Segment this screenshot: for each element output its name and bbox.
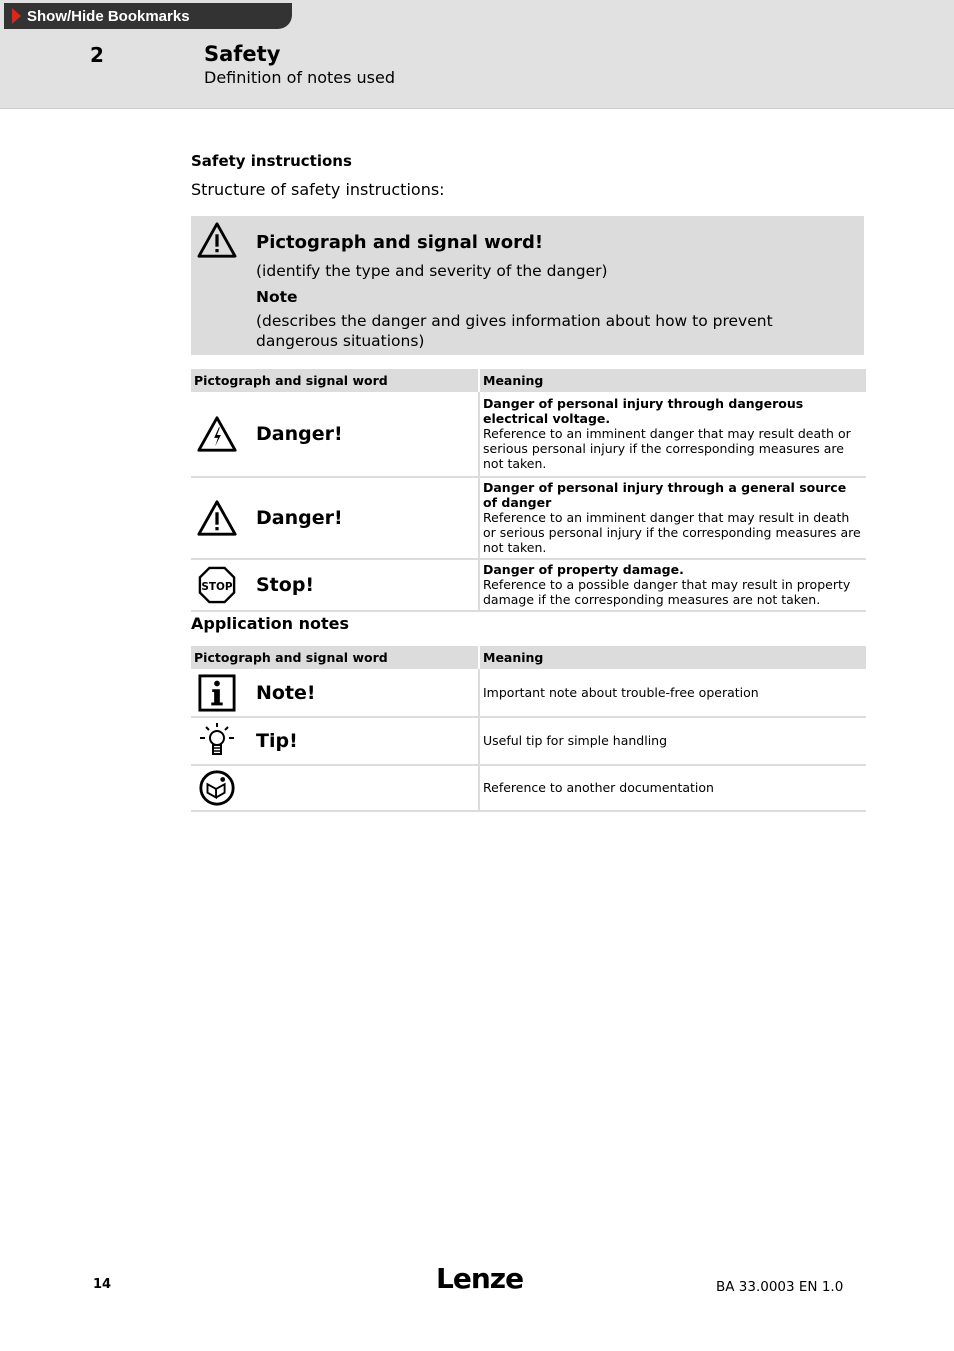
- meaning-text: Reference to an imminent danger that may result death or serious personal injury if the corresponding measures are not taken.: [483, 426, 851, 471]
- table-row: [191, 477, 866, 559]
- meaning-text: Useful tip for simple handling: [483, 733, 668, 748]
- table-row: [191, 559, 866, 611]
- notebox-note-label: Note: [256, 288, 298, 306]
- notebox-note-text: (describes the danger and gives information about how to prevent dangerous situations): [256, 312, 773, 350]
- signal-word: Note!: [256, 681, 316, 704]
- meaning-title: Danger of personal injury through dangerous electrical voltage.: [483, 396, 804, 426]
- column-header: Pictograph and signal word: [191, 646, 479, 669]
- meaning-title: Danger of personal injury through a general source of danger: [483, 480, 847, 510]
- chapter-number: 2: [90, 43, 104, 67]
- notebox-title: Pictograph and signal word!: [256, 232, 544, 253]
- show-hide-bookmarks-button[interactable]: [4, 3, 292, 29]
- section-title: Definition of notes used: [204, 68, 396, 87]
- application-notes-heading: Application notes: [191, 614, 350, 633]
- application-notes-table: [191, 646, 866, 812]
- table-header-row: [191, 369, 866, 392]
- structure-intro: Structure of safety instructions:: [191, 180, 445, 199]
- signal-word: Danger!: [256, 423, 343, 445]
- triangle-right-icon: [12, 8, 21, 24]
- lenze-logo: Lenze: [436, 1262, 524, 1295]
- signal-word: Stop!: [256, 574, 315, 596]
- electrical-danger-icon: [196, 414, 238, 454]
- meaning-text: Important note about trouble-free operation: [483, 684, 759, 700]
- meaning-text: Reference to an imminent danger that may result in death or serious personal injury if the corresponding measures are not taken.: [483, 510, 861, 555]
- signal-word: Tip!: [256, 730, 298, 752]
- column-header: Pictograph and signal word: [191, 369, 479, 392]
- svg-text:STOP: STOP: [201, 580, 233, 593]
- column-header: Meaning: [479, 646, 866, 669]
- column-header: Meaning: [479, 369, 866, 392]
- signal-word: Danger!: [256, 507, 343, 529]
- meaning-text: Reference to another documentation: [483, 780, 714, 795]
- warning-triangle-icon: [196, 221, 238, 259]
- meaning-text: Reference to a possible danger that may result in property damage if the corresponding measures are not taken.: [483, 577, 851, 607]
- general-danger-icon: [196, 498, 238, 538]
- table-row: [191, 392, 866, 477]
- table-row: [191, 717, 866, 765]
- safety-signal-table: [191, 369, 866, 612]
- page-number: 14: [93, 1277, 112, 1292]
- document-reference: BA 33.0003 EN 1.0: [716, 1279, 844, 1295]
- documentation-reference-icon: [198, 769, 236, 807]
- table-header-row: [191, 646, 866, 669]
- notebox-identify: (identify the type and severity of the danger): [256, 262, 608, 280]
- page-header: [0, 0, 954, 109]
- chapter-title: Safety: [204, 42, 281, 66]
- lightbulb-icon: [197, 721, 237, 761]
- table-row: [191, 765, 866, 811]
- info-icon: [198, 674, 236, 712]
- stop-icon: [198, 566, 236, 604]
- safety-note-structure-box: [191, 216, 864, 355]
- safety-instructions-heading: Safety instructions: [191, 152, 352, 170]
- bookmarks-label: Show/Hide Bookmarks: [27, 7, 190, 25]
- meaning-title: Danger of property damage.: [483, 562, 684, 577]
- table-row: [191, 669, 866, 717]
